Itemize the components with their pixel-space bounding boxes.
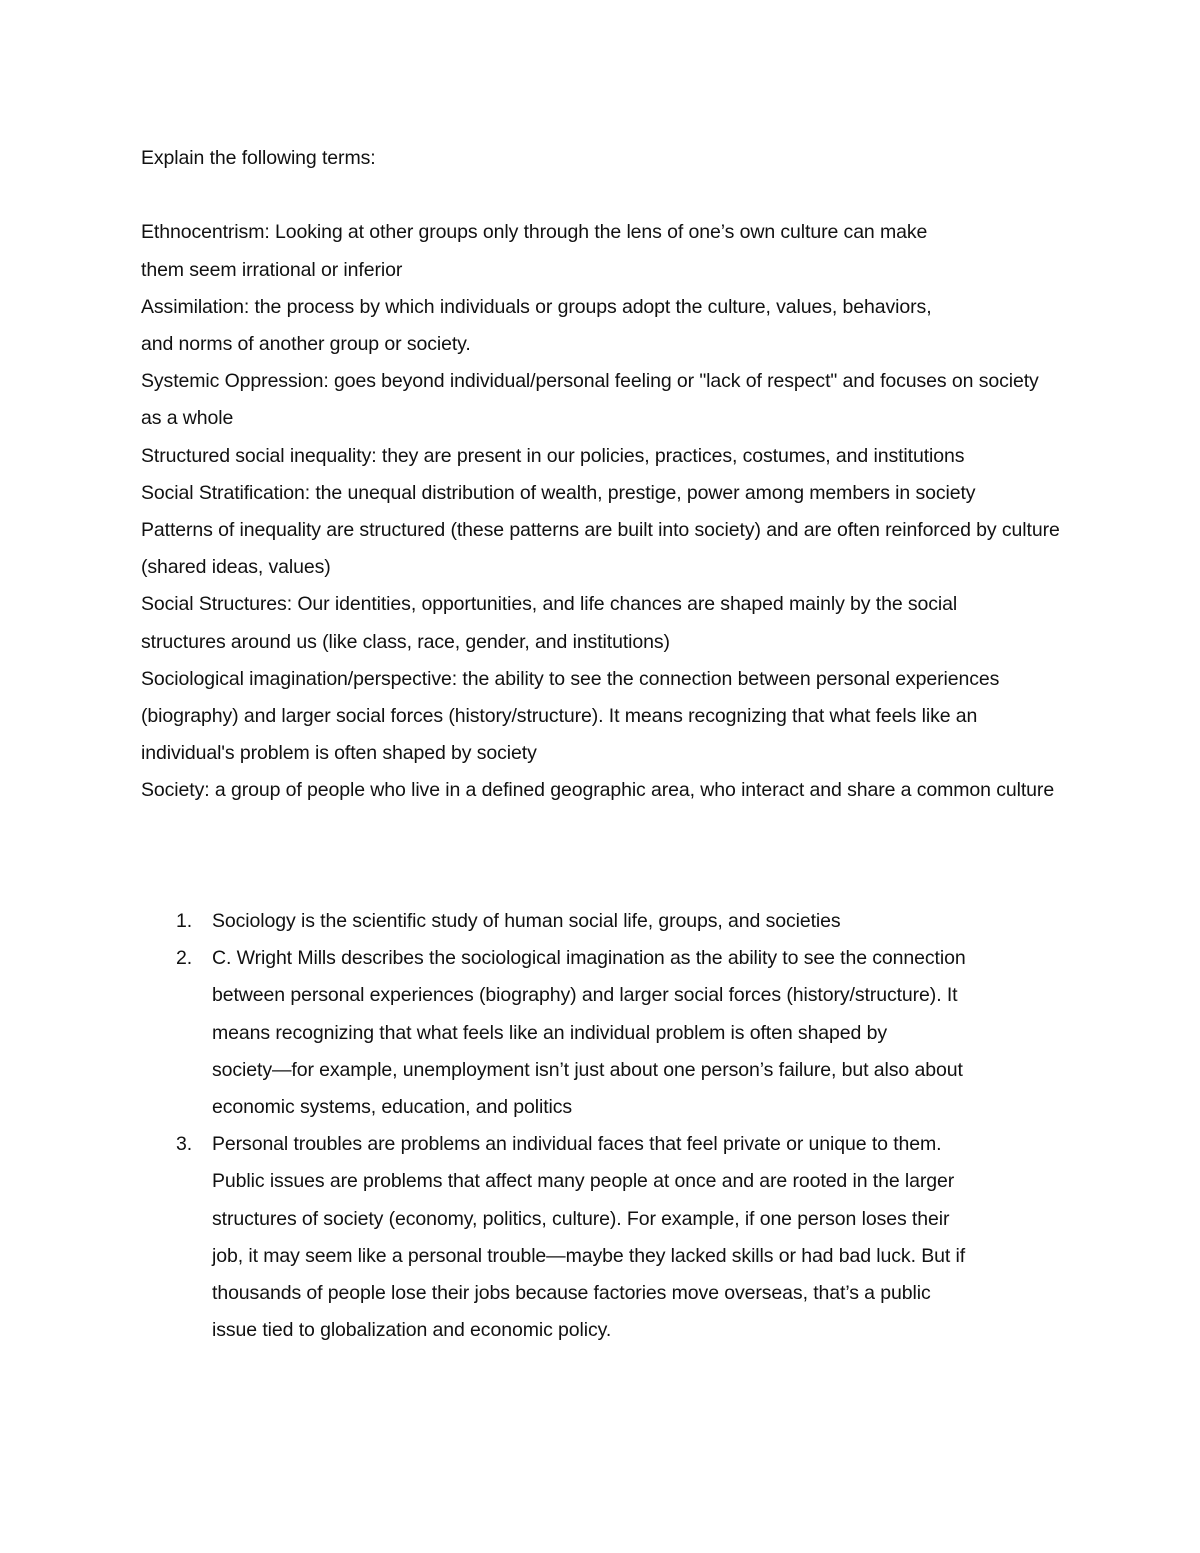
list-item-line: between personal experiences (biography) and larger social forces (history/structure). It	[212, 984, 958, 1007]
term-line: them seem irrational or inferior	[141, 258, 403, 281]
document-heading: Explain the following terms:	[141, 147, 376, 169]
term-line: as a whole	[141, 407, 234, 430]
list-number: 1.	[176, 910, 193, 932]
list-item-line: Public issues are problems that affect many people at once and are rooted in the larger	[212, 1170, 955, 1193]
list-item-line: means recognizing that what feels like an individual problem is often shaped by	[212, 1021, 888, 1044]
list-item-line: society—for example, unemployment isn’t just about one person’s failure, but also about	[212, 1058, 963, 1081]
list-item-line: C. Wright Mills describes the sociological imagination as the ability to see the connection	[212, 947, 966, 970]
term-line: Patterns of inequality are structured (these patterns are built into society) and are often reinforced by culture	[141, 519, 1060, 542]
term-line: Ethnocentrism: Looking at other groups only through the lens of one’s own culture can make	[141, 221, 928, 244]
list-item-line: job, it may seem like a personal trouble—maybe they lacked skills or had bad luck. But if	[212, 1244, 966, 1267]
term-line: Assimilation: the process by which individuals or groups adopt the culture, values, behaviors,	[141, 295, 932, 318]
term-line: Society: a group of people who live in a defined geographic area, who interact and share a common culture	[141, 779, 1055, 802]
term-line: Systemic Oppression: goes beyond individual/personal feeling or "lack of respect" and focuses on society	[141, 370, 1039, 393]
term-line: Social Stratification: the unequal distribution of wealth, prestige, power among members in society	[141, 481, 976, 504]
list-number: 3.	[176, 1133, 193, 1156]
term-line: (shared ideas, values)	[141, 556, 331, 579]
numbered-list	[141, 903, 1181, 1349]
term-line: and norms of another group or society.	[141, 333, 471, 355]
list-item-line: Personal troubles are problems an individual faces that feel private or unique to them.	[212, 1133, 942, 1156]
term-line: Social Structures: Our identities, opportunities, and life chances are shaped mainly by the social	[141, 593, 958, 616]
term-line: individual's problem is often shaped by society	[141, 742, 537, 765]
term-line: (biography) and larger social forces (history/structure). It means recognizing that what feels like an	[141, 705, 978, 728]
term-line: Sociological imagination/perspective: the ability to see the connection between personal experiences	[141, 667, 1000, 690]
list-item-line: issue tied to globalization and economic policy.	[212, 1319, 612, 1342]
blank-line	[141, 177, 1181, 214]
list-item-line: economic systems, education, and politics	[212, 1096, 573, 1119]
term-line: Structured social inequality: they are present in our policies, practices, costumes, and institutions	[141, 444, 965, 467]
list-number: 2.	[176, 947, 193, 970]
term-line: structures around us (like class, race, gender, and institutions)	[141, 630, 670, 653]
list-item-line: thousands of people lose their jobs because factories move overseas, that’s a public	[212, 1282, 931, 1305]
list-item	[141, 903, 1181, 940]
list-item-line: Sociology is the scientific study of human social life, groups, and societies	[212, 910, 841, 932]
terms-section	[141, 140, 1181, 810]
list-item-line: structures of society (economy, politics, culture). For example, if one person loses their	[212, 1207, 950, 1230]
list-item	[141, 1126, 1181, 1349]
list-item	[141, 940, 1181, 1126]
